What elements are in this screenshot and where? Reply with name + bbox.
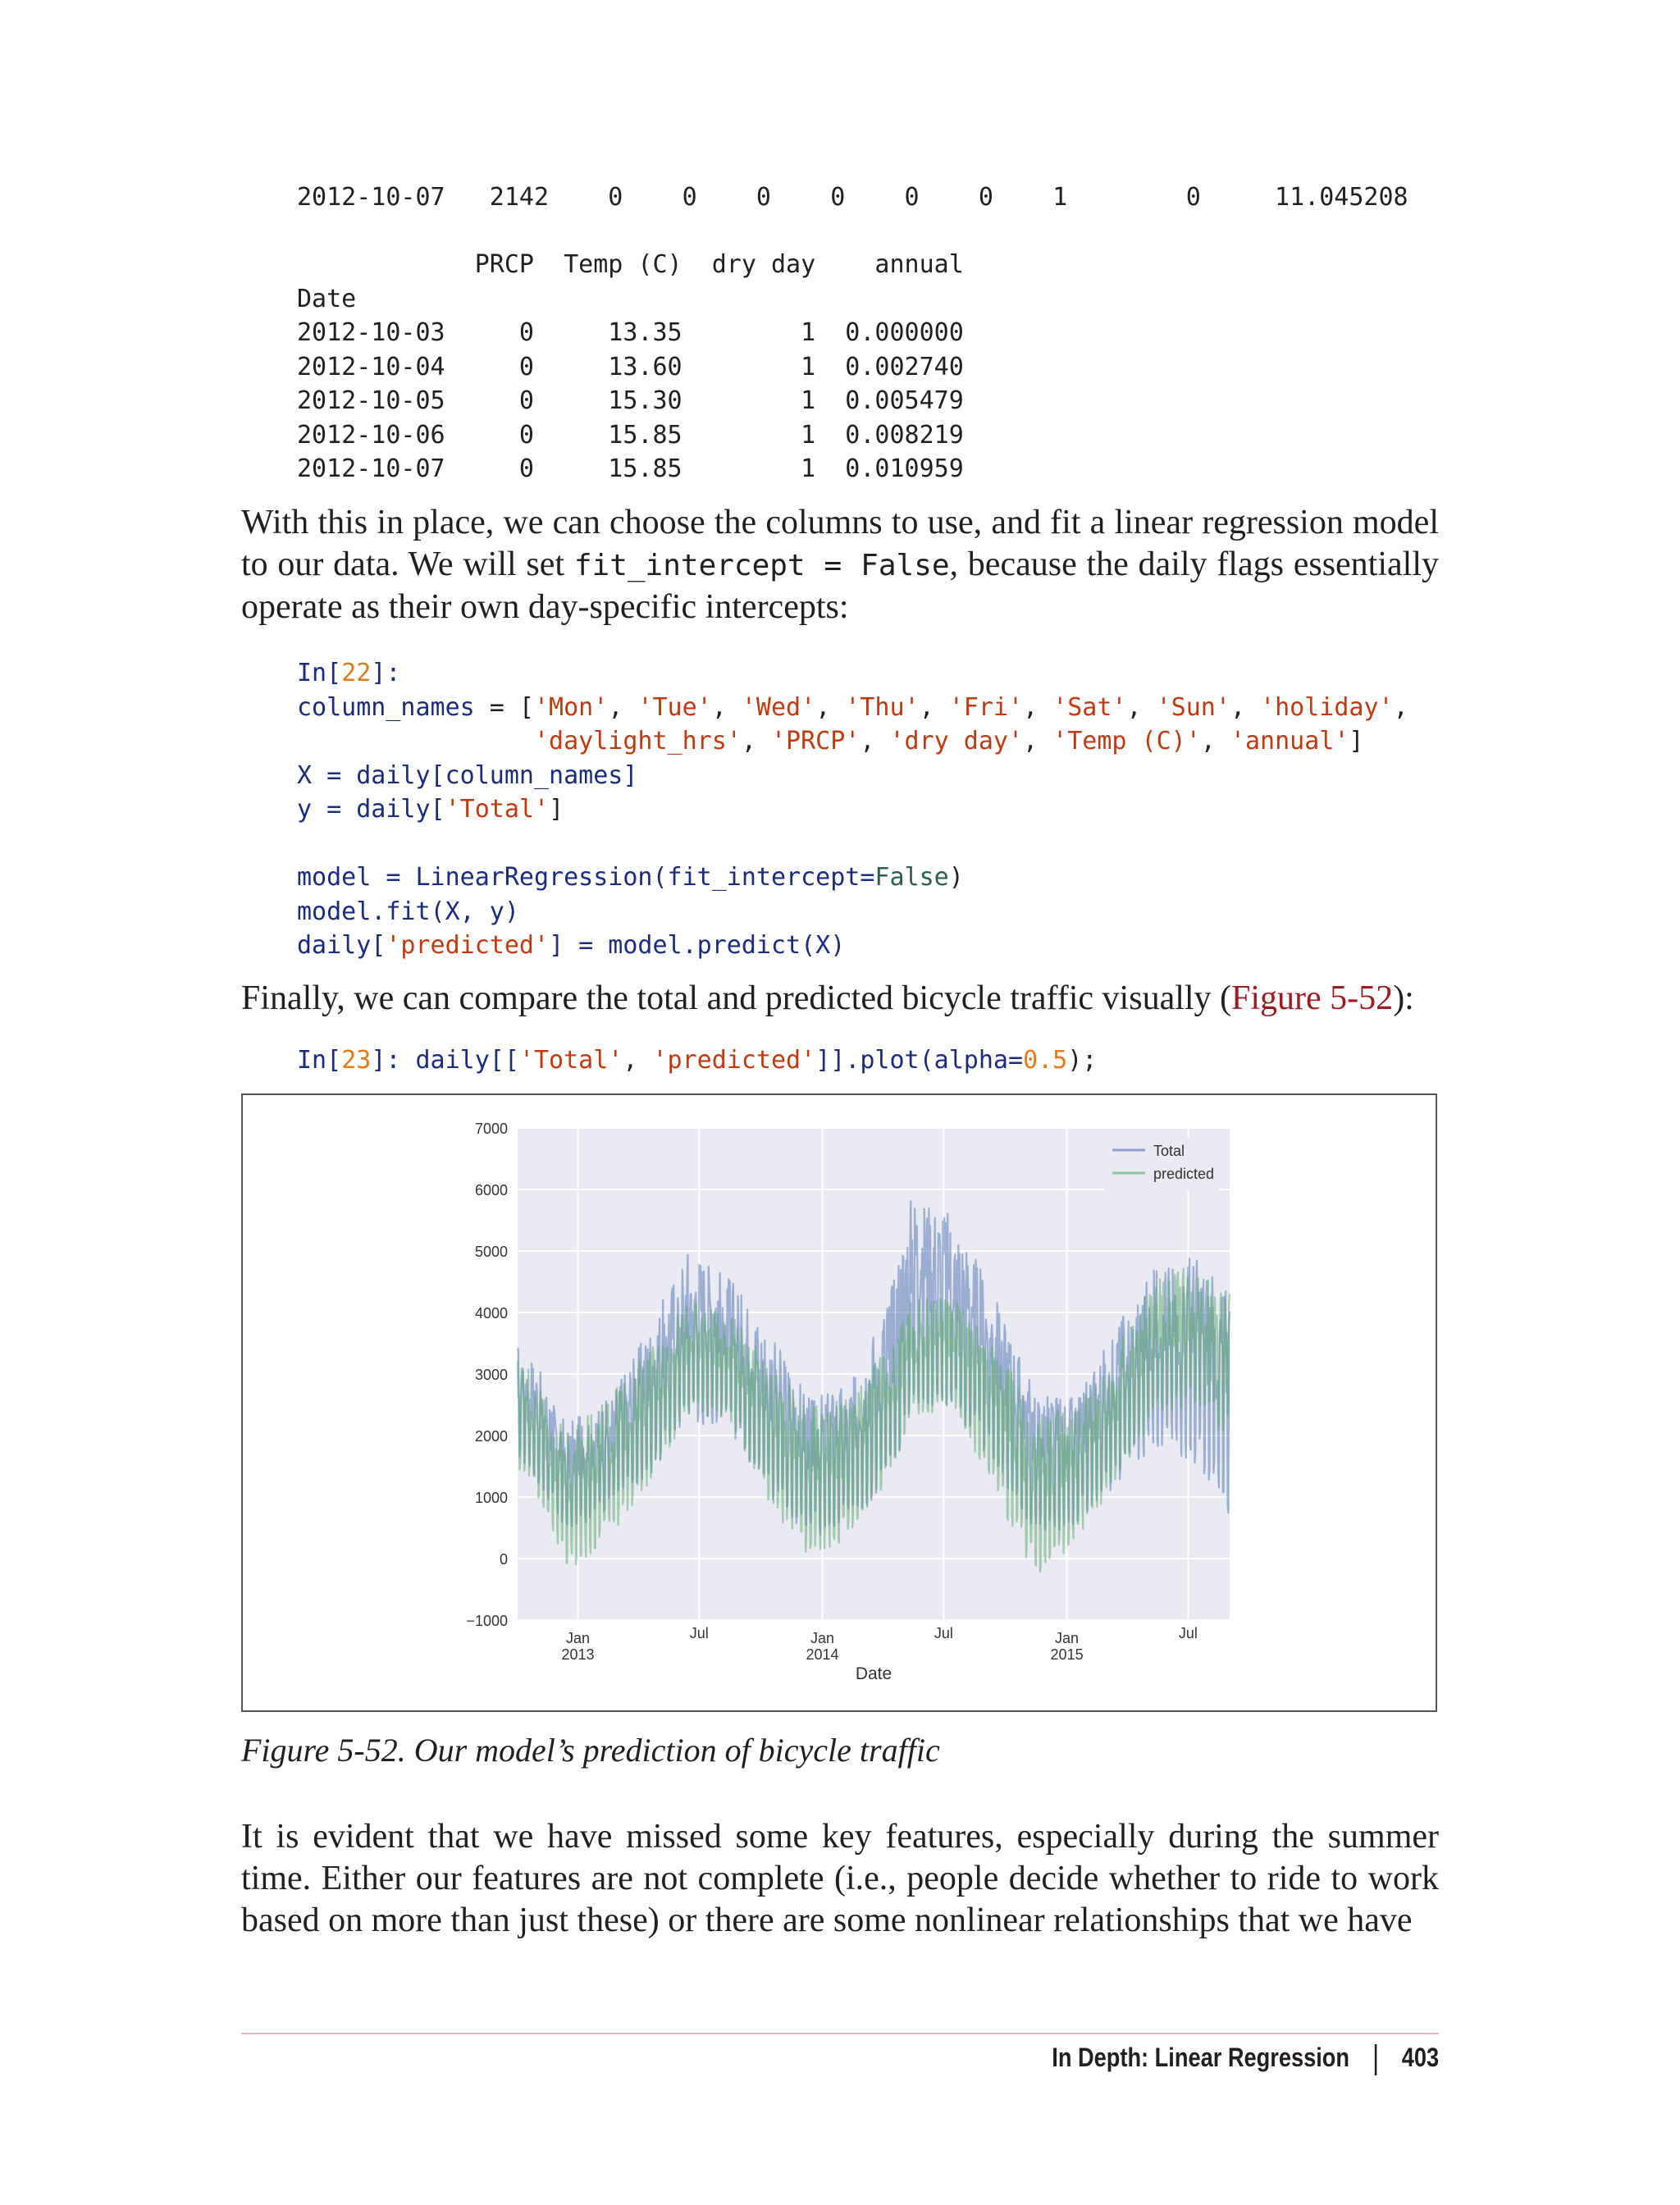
- body-paragraph-2: [241, 978, 1439, 1020]
- code-token: ]: daily[[: [371, 1046, 519, 1075]
- x-axis-label: Date: [855, 1664, 892, 1683]
- table-row: 2012-10-06 0 15.85 1 0.008219: [297, 421, 964, 450]
- code-string: 'Wed': [741, 692, 816, 722]
- code-string: 'Total': [445, 795, 550, 824]
- footer-rule: [241, 2033, 1439, 2034]
- code-string: 'daylight_hrs': [533, 727, 742, 756]
- code-prompt-number: 23: [341, 1046, 372, 1075]
- x-tick-label: Jan: [565, 1630, 591, 1646]
- legend: [1104, 1138, 1219, 1190]
- y-tick-label: 2000: [474, 1428, 508, 1445]
- y-tick-label: 0: [499, 1551, 508, 1568]
- x-tick-label: Jan: [810, 1630, 835, 1646]
- code-token: = [: [474, 692, 534, 722]
- code-string: 'Tue': [637, 692, 712, 722]
- code-line: X = daily[column_names]: [297, 760, 638, 790]
- line-chart: [243, 1095, 1436, 1710]
- table-row: 2012-10-04 0 13.60 1 0.002740: [297, 353, 964, 381]
- x-tick-label: Jul: [1178, 1625, 1198, 1641]
- y-tick-label: −1000: [466, 1613, 508, 1629]
- x-tick-label: 2014: [806, 1646, 839, 1663]
- footer-separator: [1374, 2044, 1376, 2075]
- code-prompt-number: 22: [341, 659, 372, 687]
- para2-text-end: ):: [1393, 979, 1414, 1017]
- figure-5-52: [241, 1093, 1437, 1712]
- table-row: 2012-10-05 0 15.30 1 0.005479: [297, 386, 964, 415]
- code-token: column_names: [297, 692, 475, 722]
- table-row-2012-10-07: 2012-10-07 2142 0 0 0 0 0 0 1 0 11.045208: [297, 183, 1408, 212]
- inline-code: fit_intercept = False: [573, 549, 950, 582]
- table-row: 2012-10-03 0 13.35 1 0.000000: [297, 318, 964, 347]
- code-block-in23: In[23]: daily[['Total', 'predicted']].plot(alpha=0.5);: [297, 1046, 1098, 1075]
- body-paragraph-1: [241, 502, 1439, 628]
- y-tick-label: 3000: [474, 1367, 508, 1383]
- code-token: model = LinearRegression(fit_intercept=: [297, 863, 875, 892]
- body-paragraph-3: [241, 1816, 1439, 1942]
- code-string: 'Total': [518, 1046, 623, 1075]
- para1-text: With this in place, we can choose the columns to use, and fit a linear regression model to our data. We will set: [241, 504, 1439, 583]
- x-tick-label: Jul: [689, 1625, 709, 1641]
- code-string: 'Thu': [845, 692, 920, 722]
- code-string: 'Sat': [1052, 692, 1127, 722]
- code-string: 'dry day': [889, 727, 1024, 756]
- code-prompt: In[: [297, 659, 342, 687]
- code-number: 0.5: [1023, 1046, 1068, 1075]
- code-string: 'Temp (C)': [1052, 727, 1201, 756]
- table-header: PRCP Temp (C) dry day annual: [297, 250, 964, 279]
- code-string: 'predicted': [652, 1046, 816, 1075]
- para3-text: It is evident that we have missed some key features, especially during the summer time. Either our features are not complete (i.e., people decide whether to ride to work based on more than just these) or there are some nonlinear relationships that we have: [241, 1818, 1439, 1939]
- legend-label-total: Total: [1153, 1143, 1185, 1159]
- code-boolean: False: [874, 863, 949, 892]
- code-string: 'PRCP': [770, 727, 861, 756]
- y-tick-label: 7000: [474, 1121, 508, 1137]
- para2-text: Finally, we can compare the total and predicted bicycle traffic visually (: [241, 979, 1232, 1017]
- y-axis-ticks: [466, 1121, 508, 1629]
- code-token: y = daily[: [297, 795, 445, 824]
- code-line: model.fit(X, y): [297, 897, 519, 926]
- x-tick-label: 2013: [561, 1646, 595, 1663]
- footer-section-title: In Depth: Linear Regression: [1052, 2043, 1349, 2072]
- x-tick-label: Jul: [934, 1625, 953, 1641]
- y-tick-label: 6000: [474, 1182, 508, 1198]
- code-token: ]].plot(alpha=: [815, 1046, 1024, 1075]
- y-tick-label: 4000: [474, 1305, 508, 1322]
- x-tick-label: 2015: [1050, 1646, 1084, 1663]
- legend-label-predicted: predicted: [1153, 1166, 1215, 1182]
- page-number: 403: [1401, 2043, 1439, 2072]
- code-string: 'annual': [1230, 727, 1349, 756]
- y-tick-label: 1000: [474, 1490, 508, 1506]
- code-token: ] = model.predict(X): [549, 931, 846, 960]
- code-string: 'Sun': [1156, 692, 1230, 722]
- code-string: 'holiday': [1260, 692, 1394, 722]
- table-index-label: Date: [297, 285, 357, 313]
- para1-text-end: , because the daily flags essentially operate as their own day-specific intercepts:: [241, 546, 1440, 626]
- code-string: 'Mon': [534, 692, 609, 722]
- figure-caption: Figure 5-52. Our model’s prediction of bicycle traffic: [241, 1732, 940, 1769]
- code-prompt-end: ]:: [371, 659, 401, 687]
- code-block-in22: In[22]: column_names = ['Mon', 'Tue', 'Wed', 'Thu', 'Fri', 'Sat', 'Sun', 'holiday', 'daylight_hrs', 'PRCP', 'dry day', 'Temp (C)', 'annual'] X = daily[column_names] y = daily['Total'] model = LinearRegression(fit_intercept=False) model.fit(X, y) daily['predicted'] = model.predict(X): [297, 659, 1408, 960]
- x-tick-label: Jan: [1055, 1630, 1080, 1646]
- code-token: );: [1067, 1046, 1098, 1075]
- code-string: 'predicted': [386, 931, 550, 960]
- figure-link[interactable]: Figure 5-52: [1231, 979, 1394, 1017]
- page-footer: [1052, 2043, 1439, 2075]
- code-string: 'Fri': [948, 692, 1024, 722]
- code-prompt: In[: [297, 1046, 342, 1075]
- code-token: daily[: [297, 931, 386, 960]
- table-row: 2012-10-07 0 15.85 1 0.010959: [297, 454, 964, 483]
- y-tick-label: 5000: [474, 1244, 508, 1260]
- x-axis-ticks: [561, 1625, 1197, 1663]
